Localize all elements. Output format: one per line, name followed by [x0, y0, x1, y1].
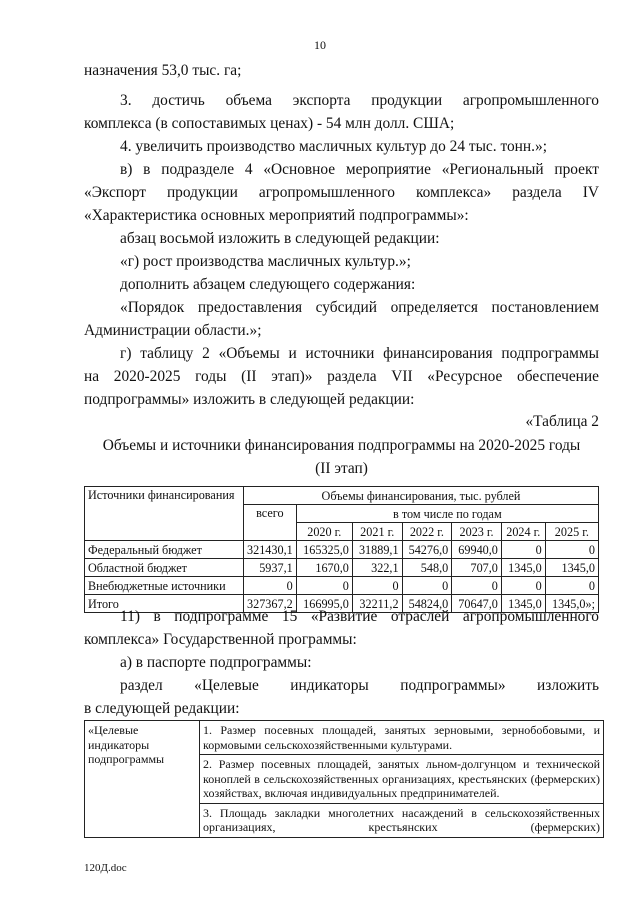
indicator-item: 3. Площадь закладки многолетних насаждений в сельскохозяйственных организациях, крестьянских (фермерских): [200, 803, 604, 837]
year-header: 2025 г.: [545, 523, 598, 541]
text-line: дополнить абзацем следующего содержания:: [120, 276, 416, 293]
cell: 1345,0»;: [545, 595, 598, 613]
cell: 548,0: [402, 559, 452, 577]
cell: 0: [501, 541, 545, 559]
text-line: «Экспорт продукции агропромышленного комплекса» раздела IV: [84, 184, 599, 201]
cell: 54824,0: [402, 595, 452, 613]
page-number: 10: [314, 38, 326, 52]
row-name: Итого: [85, 595, 244, 613]
cell: 327367,2: [244, 595, 297, 613]
footer-filename: 120Д.doc: [84, 862, 127, 874]
text-line: комплекса (в сопоставимых ценах) - 54 млн долл. США;: [84, 115, 455, 132]
label-line: подпрограммы: [88, 752, 165, 766]
text-line: комплекса» Государственной программы:: [84, 631, 357, 648]
cell: 166995,0: [296, 595, 352, 613]
text-line: 11) в подпрограмме 15 «Развитие отраслей агропромышленного: [120, 608, 599, 625]
text-line: на 2020-2025 годы (II этап)» раздела VII «Ресурсное обеспечение: [84, 368, 599, 385]
table-row: [85, 541, 599, 559]
table-row: [85, 559, 599, 577]
text-line: в следующей редакции:: [84, 700, 240, 717]
header-by-years: в том числе по годам: [296, 505, 598, 523]
cell: 707,0: [452, 559, 502, 577]
text-line: раздел «Целевые индикаторы подпрограммы» изложить: [120, 677, 599, 694]
indicators-label: [85, 721, 200, 838]
cell: 54276,0: [402, 541, 452, 559]
text-line: абзац восьмой изложить в следующей редакции:: [120, 230, 440, 247]
row-name: Областной бюджет: [85, 559, 244, 577]
cell: 0: [501, 577, 545, 595]
table-label: «Таблица 2: [525, 413, 599, 430]
cell: 31889,1: [352, 541, 402, 559]
text-line: подпрограммы» изложить в следующей редакции:: [84, 391, 415, 408]
indicators-table: [84, 720, 604, 838]
header-sources: Источники финансирования: [85, 487, 244, 541]
cell: 0: [244, 577, 297, 595]
text-line: «Характеристика основных мероприятий подпрограммы»:: [84, 207, 469, 224]
text-line: а) в паспорте подпрограммы:: [120, 654, 312, 671]
text-line: «Порядок предоставления субсидий определяется постановлением: [120, 299, 599, 316]
cell: 69940,0: [452, 541, 502, 559]
cell: 0: [545, 541, 598, 559]
cell: 1670,0: [296, 559, 352, 577]
cell: 0: [296, 577, 352, 595]
table-row: [85, 577, 599, 595]
row-name: Внебюджетные источники: [85, 577, 244, 595]
cell: 70647,0: [452, 595, 502, 613]
cell: 322,1: [352, 559, 402, 577]
header-total: всего: [244, 505, 297, 541]
label-line: «Целевые: [88, 723, 139, 737]
year-header: 2023 г.: [452, 523, 502, 541]
text-line: в) в подразделе 4 «Основное мероприятие «Региональный проект: [120, 161, 599, 178]
year-header: 2021 г.: [352, 523, 402, 541]
text-line: Администрации области.»;: [84, 322, 262, 339]
cell: 0: [545, 577, 598, 595]
cell: 1345,0: [501, 595, 545, 613]
year-header: 2022 г.: [402, 523, 452, 541]
cell: 0: [402, 577, 452, 595]
year-header: 2020 г.: [296, 523, 352, 541]
cell: 0: [352, 577, 402, 595]
text-line: «г) рост производства масличных культур.»;: [120, 253, 411, 270]
cell: 1345,0: [501, 559, 545, 577]
cell: 5937,1: [244, 559, 297, 577]
indicator-item: 1. Размер посевных площадей, занятых зерновыми, зернобобовыми, и кормовыми сельскохозяйственными культурами.: [200, 721, 604, 755]
table-title: Объемы и источники финансирования подпрограммы на 2020-2025 годы: [102, 437, 581, 454]
text-line: 3. достичь объема экспорта продукции агропромышленного: [120, 92, 599, 109]
table-title: (II этап): [315, 460, 368, 477]
text-line: назначения 53,0 тыс. га;: [84, 62, 242, 79]
cell: 321430,1: [244, 541, 297, 559]
year-header: 2024 г.: [501, 523, 545, 541]
indicator-item: 2. Размер посевных площадей, занятых льном-долгунцом и технической коноплей в сельскохозяйственных организациях, крестьянских (фермерских) хозяйствах, включая индивидуальных предпринимателей.: [200, 755, 604, 804]
cell: 165325,0: [296, 541, 352, 559]
financing-table: [84, 486, 599, 613]
text-line: г) таблицу 2 «Объемы и источники финансирования подпрограммы: [120, 345, 599, 362]
cell: 0: [452, 577, 502, 595]
cell: 1345,0: [545, 559, 598, 577]
text-line: 4. увеличить производство масличных культур до 24 тыс. тонн.»;: [120, 138, 547, 155]
label-line: индикаторы: [88, 737, 150, 752]
header-volumes: Объемы финансирования, тыс. рублей: [244, 487, 599, 505]
row-name: Федеральный бюджет: [85, 541, 244, 559]
cell: 32211,2: [352, 595, 402, 613]
